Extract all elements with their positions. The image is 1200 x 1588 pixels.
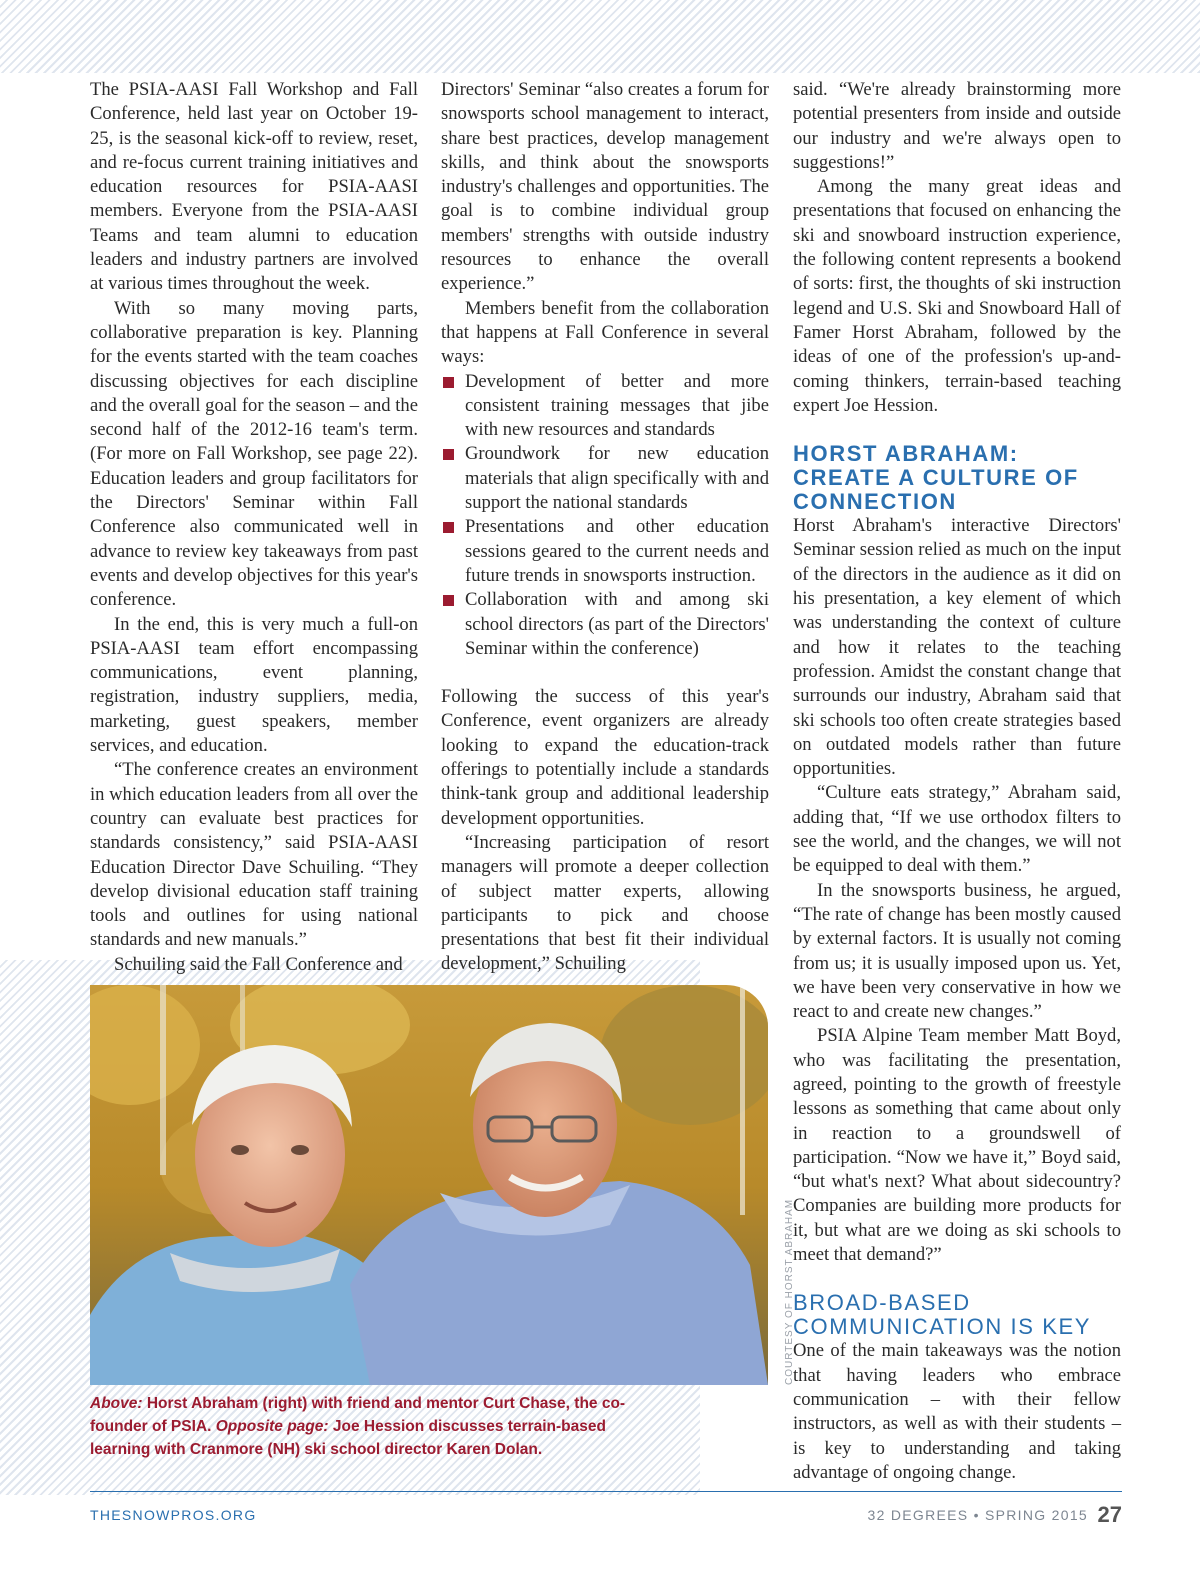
list-item: Groundwork for new education materials that align specifically with and support the national standards (441, 442, 769, 515)
paragraph: Among the many great ideas and presentations that focused on enhancing the ski and snowboard instruction experience, the following content represents a bookend of sorts: first, the thoughts of ski instruction legend and U.S. Ski and Snowboard Hall of Famer Horst Abraham, followed by the ideas of one of the profession's up-and-coming thinkers, terrain-based teaching expert Joe Hession. (793, 176, 1121, 416)
paragraph: Schuiling said the Fall Conference and (114, 953, 403, 975)
section-heading: HORST ABRAHAM: CREATE A CULTURE OF CONNECTION (793, 441, 1079, 515)
spacer (793, 1267, 1121, 1291)
caption-label: Opposite page: (215, 1418, 329, 1435)
footer-issue: 32 DEGREES • SPRING 2015 (867, 1507, 1088, 1523)
benefit-list (441, 370, 769, 662)
list-item: Development of better and more consistent training messages that jibe with new resources and standards (441, 370, 769, 443)
caption-text: Joe Hession discusses terrain-based learning with Cranmore (NH) ski school director Karen Dolan. (90, 1418, 606, 1458)
list-item: Collaboration with and among ski school directors (as part of the Directors' Seminar within the conference) (441, 588, 769, 661)
paragraph: Horst Abraham's interactive Directors' Seminar session relied as much on the input of the directors in the audience as it did on his presentation, a key element of which was understanding the context of culture and how it relates to the teaching profession. Amidst the constant change that surrounds our industry, Abraham said that ski schools too often create strategies based on outdated models rather than future opportunities. (793, 515, 1121, 780)
list-item: Presentations and other education sessions geared to the current needs and future trends in snowsports instruction. (441, 515, 769, 588)
column-3 (793, 78, 1121, 1485)
spacer (441, 661, 769, 685)
paragraph: Members benefit from the collaboration that happens at Fall Conference in several ways: (441, 297, 769, 368)
photo (90, 985, 768, 1385)
paragraph: “Increasing participation of resort managers will promote a deeper collection of subject matter experts, allowing participants to pick and choose presentations that best fit their individual development,” Schuiling (441, 831, 769, 975)
photo-caption (90, 1392, 660, 1461)
paragraph: In the end, this is very much a full-on PSIA-AASI team effort encompassing communications, event planning, registration, industry suppliers, media, marketing, guest speakers, member services, and education. (90, 613, 418, 757)
paragraph: With so many moving parts, collaborative preparation is key. Planning for the events started with the team coaches discussing objectives for each discipline and the overall goal for the season – and the second half of the 2012-16 team's term. (For more on Fall Workshop, see page 22). Education leaders and group facilitators for the Directors' Seminar within Fall Conference also communicated well in advance to review key takeaways from past events and develop objectives for this year's conference. (90, 297, 418, 611)
paragraph: “The conference creates an environment in which education leaders from all over the country can evaluate best practices for standards consistency,” said PSIA-AASI Education Director Dave Schuiling. “They develop divisional education staff training tools and outlines for using national standards and new manuals.” (90, 759, 418, 951)
paragraph: “Culture eats strategy,” Abraham said, adding that, “If we use orthodox filters to see the world, and the changes, we will not be equipped to deal with them.” (793, 782, 1121, 877)
footer-rule (90, 1491, 1122, 1492)
paragraph: In the snowsports business, he argued, “The rate of change has been mostly caused by external factors. It is usually not coming from us; it is usually imposed upon us. Yet, we have been very conservative in how we react to and create new changes.” (793, 879, 1121, 1023)
caption-text: Horst Abraham (right) with friend and mentor Curt Chase, the co-founder of PSIA. (90, 1395, 626, 1435)
paragraph: said. “We're already brainstorming more potential presenters from inside and outside our industry and we're always open to suggestions!” (793, 79, 1121, 173)
column-1 (90, 78, 418, 977)
footer-site-link[interactable]: THESNOWPROS.ORG (90, 1507, 257, 1523)
page-number: 27 (1097, 1502, 1122, 1527)
paragraph: Directors' Seminar “also creates a forum for snowsports school management to interact, share best practices, develop management skills, and think about the snowsports industry's challenges and opportunities. The goal is to combine individual group members' strengths with outside industry resources to enhance the overall experience.” (441, 79, 769, 295)
paragraph: Following the success of this year's Conference, event organizers are already looking to expand the education-track offerings to potentially include a standards think-tank group and additional leadership development opportunities. (441, 686, 769, 829)
paragraph: One of the main takeaways was the notion that having leaders who embrace communication – with their fellow instructors, as well as with their students – is key to understanding and taking advantage of ongoing change. (793, 1340, 1121, 1483)
top-hatch-band (0, 0, 1200, 73)
column-2 (441, 78, 769, 977)
photo-illustration (90, 985, 768, 1385)
caption-label: Above: (90, 1395, 143, 1412)
paragraph: The PSIA-AASI Fall Workshop and Fall Conference, held last year on October 19-25, is the seasonal kick-off to review, reset, and re-focus current training initiatives and education resources for PSIA-AASI members. Everyone from the PSIA-AASI Teams and team alumni to education leaders and industry partners are involved at various times throughout the week. (90, 79, 418, 295)
section-heading: BROAD-BASED COMMUNICATION IS KEY (793, 1290, 1092, 1340)
spacer (793, 418, 1121, 442)
photo-credit: COURTESY OF HORST ABRAHAM (784, 1198, 795, 1385)
paragraph: PSIA Alpine Team member Matt Boyd, who was facilitating the presentation, agreed, pointing to the growth of freestyle lessons as something that came about only in reaction to a groundswell of participation. “Now we have it,” Boyd said, “but what's next? What about sidecountry? Companies are building more products for it, but what are we doing as ski schools to meet that demand?” (793, 1025, 1121, 1266)
